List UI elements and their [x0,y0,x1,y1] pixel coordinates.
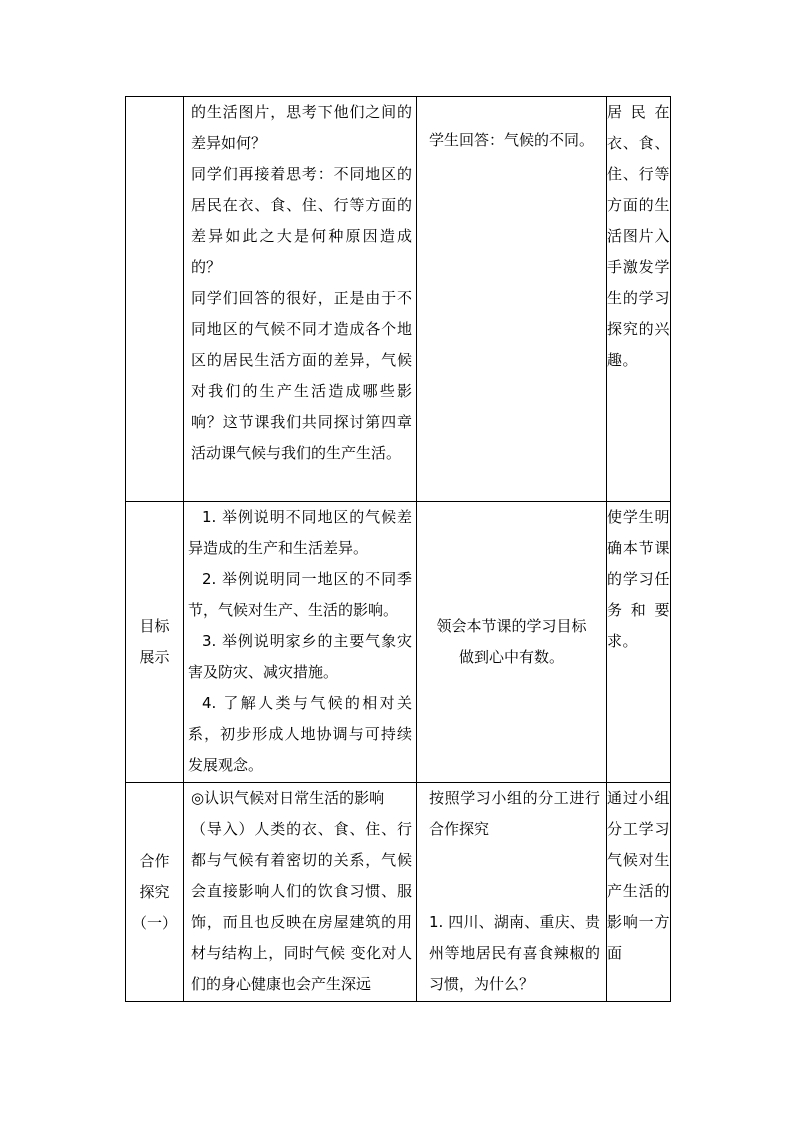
stage-label-line: 合作 [139,851,170,870]
stage-label-cell [126,97,184,502]
paragraph: 按照学习小组的分工进行合作探究 [429,789,600,838]
goal-item: 1. 举例说明不同地区的气候差异造成的生产和生活差异。 [188,508,412,557]
student-activity-cell [417,97,607,502]
lesson-plan-table [125,96,671,1002]
stage-label-line: 探究 [139,882,170,901]
teacher-activity-cell [184,502,417,783]
paragraph: 的生活图片，思考下他们之间的差异如何？ [191,103,412,152]
stage-label-cell [126,502,184,783]
design-intent-cell [607,783,671,1002]
paragraph: 同学们回答的很好，正是由于不同地区的气候不同才造成各个地区的居民生活方面的差异，气候对我们的生产生活造成哪些影响？这节课我们共同探讨第四章活动课气候与我们的生产生活。 [191,289,412,462]
stage-label-line: 展示 [139,648,170,666]
teacher-activity-cell [184,97,417,502]
paragraph: ◎认识气候对日常生活的影响 [191,789,385,807]
paragraph: （导入）人类的衣、食、住、行都与气候有着密切的关系，气候会直接影响人们的饮食习惯、服饰，而且也反映在房屋建筑的用材与结构上，同时气候 变化对人们的身心健康也会产生深远 [191,820,412,993]
goal-item: 4. 了解人类与气候的相对关系，初步形成人地协调与可持续发展观念。 [188,694,412,774]
paragraph: 同学们再接着思考：不同地区的居民在衣、食、住、行等方面的差异如此之大是何种原因造成的？ [191,165,412,276]
goal-item: 2. 举例说明同一地区的不同季节，气候对生产、生活的影响。 [188,570,412,619]
student-activity-cell [417,502,607,783]
student-activity-cell [417,783,607,1002]
paragraph: 居民在衣、食、住、行等方面的生活图片入手激发学生的学习探究的兴趣。 [607,103,670,369]
table-row [126,97,671,502]
paragraph: 做到心中有数。 [458,648,564,666]
goal-item: 3. 举例说明家乡的主要气象灾害及防灾、减灾措施。 [188,632,412,681]
stage-label-line: （一） [131,913,177,932]
paragraph: 1. 四川、湖南、重庆、贵州等地居民有喜食辣椒的习惯，为什么？ [429,913,600,993]
design-intent-cell [607,502,671,783]
design-intent-cell [607,97,671,502]
paragraph: 通过小组分工学习气候对生产生活的影响一方面 [607,789,670,962]
stage-label-cell [126,783,184,1002]
table-row [126,783,671,1002]
table-row [126,502,671,783]
paragraph: 使学生明确本节课的学习任务和要求。 [607,508,670,650]
stage-label-line: 目标 [139,617,170,635]
paragraph: 领会本节课的学习目标 [436,617,587,635]
paragraph: 学生回答：气候的不同。 [429,131,595,149]
teacher-activity-cell [184,783,417,1002]
